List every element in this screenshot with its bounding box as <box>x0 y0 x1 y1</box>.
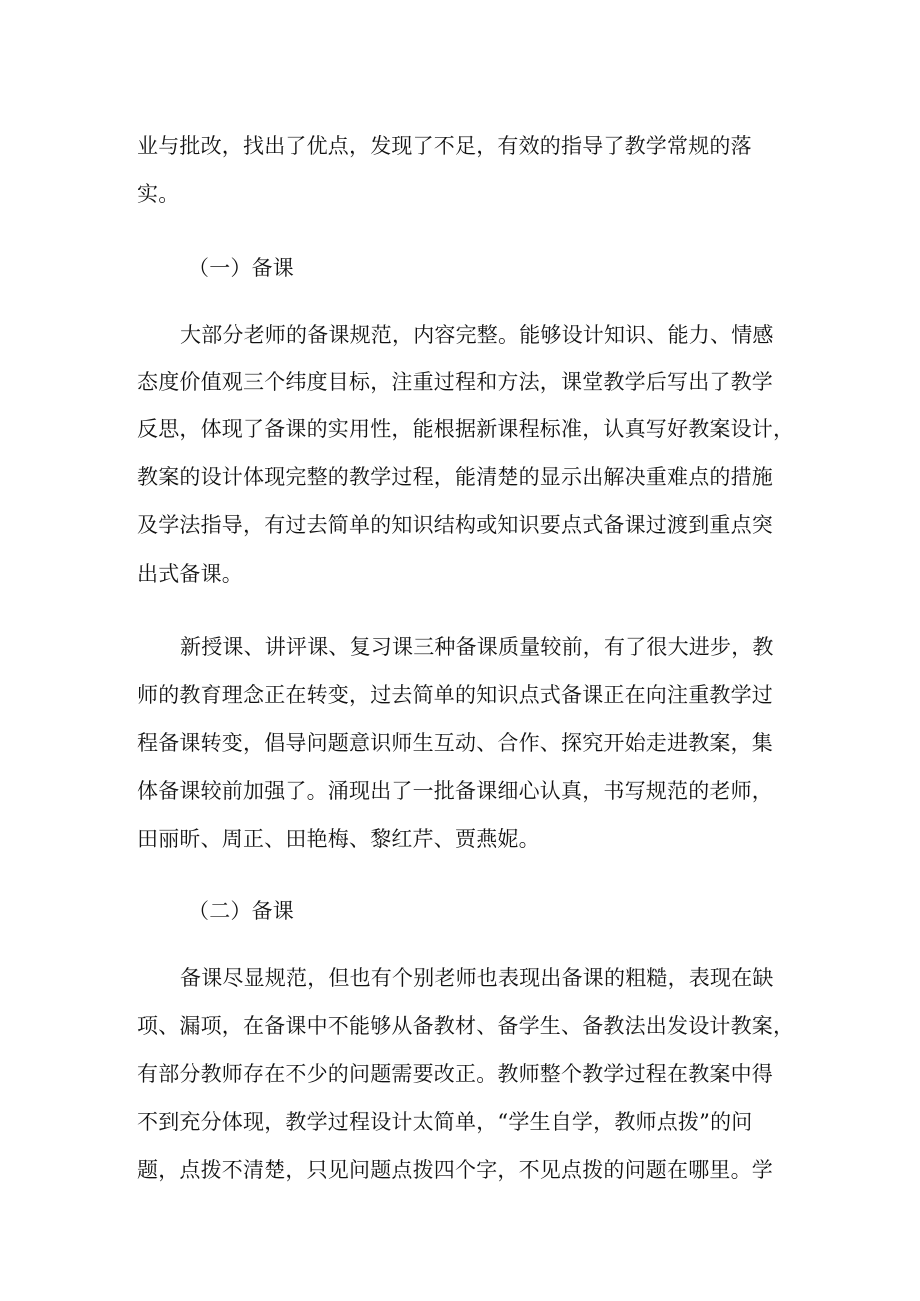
text-line: 态度价值观三个纬度目标，注重过程和方法，课堂教学后写出了教学 <box>137 370 773 394</box>
paragraph-first-line: 大部分老师的备课规范，内容完整。能够设计知识、能力、情感 <box>180 323 774 347</box>
text-line: 田丽昕、周正、田艳梅、黎红芹、贾燕妮。 <box>137 827 540 851</box>
text-line: 及学法指导，有过去简单的知识结构或知识要点式备课过渡到重点突 <box>137 513 773 537</box>
text-line: 题，点拨不清楚，只见问题点拨四个字，不见点拨的问题在哪里。学 <box>137 1158 773 1182</box>
text-line: 教案的设计体现完整的教学过程，能清楚的显示出解决重难点的措施 <box>137 465 773 489</box>
text-line: 不到充分体现，教学过程设计太简单，“学生自学，教师点拨”的问 <box>137 1110 753 1134</box>
text-line: 反思，体现了备课的实用性，能根据新课程标准，认真写好教案设计， <box>137 417 795 441</box>
text-line: 体备课较前加强了。涌现出了一批备课细心认真，书写规范的老师， <box>137 779 773 803</box>
text-line: 实。 <box>137 182 180 206</box>
text-line: 项、漏项，在备课中不能够从备教材、备学生、备教法出发设计教案， <box>137 1014 795 1038</box>
section-heading: （一）备课 <box>188 256 294 280</box>
text-line: 业与批改，找出了优点，发现了不足，有效的指导了教学常规的落 <box>137 134 752 158</box>
text-line: 师的教育理念正在转变，过去简单的知识点式备课正在向注重教学过 <box>137 683 773 707</box>
text-line: 有部分教师存在不少的问题需要改正。教师整个教学过程在教案中得 <box>137 1062 773 1086</box>
section-heading: （二）备课 <box>188 899 294 923</box>
text-line: 出式备课。 <box>137 562 243 586</box>
text-line: 程备课转变，倡导问题意识师生互动、合作、探究开始走进教案，集 <box>137 731 773 755</box>
paragraph-first-line: 新授课、讲评课、复习课三种备课质量较前，有了很大进步，教 <box>180 635 774 659</box>
paragraph-first-line: 备课尽显规范，但也有个别老师也表现出备课的粗糙，表现在缺 <box>180 966 774 990</box>
